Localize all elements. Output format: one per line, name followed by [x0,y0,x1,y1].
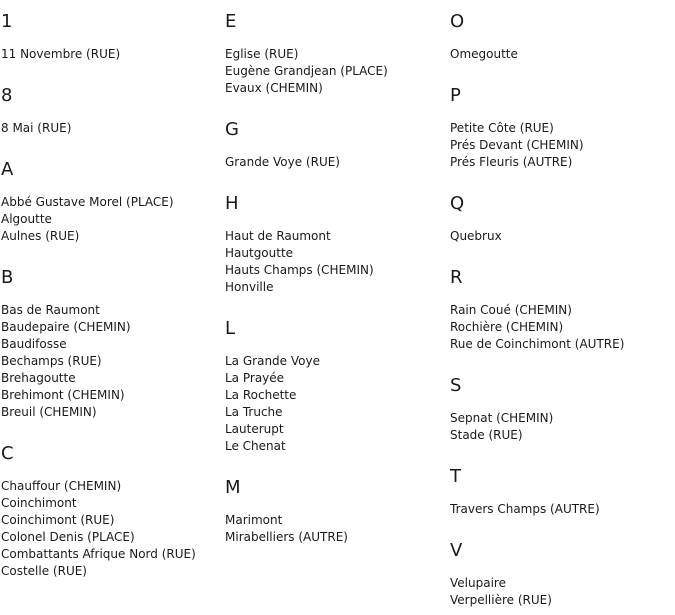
list-item [450,154,584,171]
list-item [450,336,624,353]
letter-heading: A [1,159,14,180]
letter-heading: T [450,466,461,487]
letter-group-r [450,267,675,351]
street-list [450,120,584,171]
letter-heading: B [1,267,14,288]
list-item [1,529,196,546]
list-item [225,245,374,262]
street-link[interactable]: La Prayée [225,371,285,385]
street-link[interactable]: 8 Mai (RUE) [1,121,72,135]
list-item [225,438,320,455]
list-item [225,387,320,404]
list-item [450,410,553,427]
street-list [1,120,71,137]
street-list [1,46,120,63]
letter-group-c [1,443,221,578]
letter-group-v [450,540,675,607]
street-link[interactable]: Grande Voye (RUE) [225,155,340,169]
street-link[interactable]: La Rochette [225,388,297,402]
letter-group-q [450,193,675,243]
letter-heading: M [225,477,241,498]
street-list [450,302,624,353]
letter-group-p [450,85,675,169]
list-item [225,228,374,245]
street-link[interactable]: Combattants Afrique Nord (RUE) [1,547,196,561]
street-link[interactable]: 11 Novembre (RUE) [1,47,121,61]
list-item [1,495,196,512]
street-link[interactable]: Coinchimont [1,496,77,510]
list-item [450,137,584,154]
letter-heading: H [225,193,239,214]
street-link[interactable]: Evaux (CHEMIN) [225,81,323,95]
street-list [450,501,600,518]
street-link[interactable]: Baudepaire (CHEMIN) [1,320,131,334]
street-link[interactable]: Baudifosse [1,337,67,351]
street-link[interactable]: Breuil (CHEMIN) [1,405,97,419]
list-item [1,478,196,495]
letter-group-e [225,11,445,95]
street-list [1,478,196,580]
letter-heading: E [225,11,237,32]
street-link[interactable]: Abbé Gustave Morel (PLACE) [1,195,174,209]
street-link[interactable]: Rain Coué (CHEMIN) [450,303,572,317]
list-item [1,302,131,319]
street-link[interactable]: Coinchimont (RUE) [1,513,115,527]
list-item [1,228,174,245]
street-list [225,228,374,296]
street-link[interactable]: Petite Côte (RUE) [450,121,554,135]
street-link[interactable]: Brehagoutte [1,371,76,385]
street-link[interactable]: Honville [225,280,274,294]
list-item [1,546,196,563]
street-link[interactable]: La Truche [225,405,283,419]
street-link[interactable]: Algoutte [1,212,52,226]
list-item [225,529,348,546]
letter-group-b [1,267,221,419]
list-item [1,211,174,228]
letter-group-h [225,193,445,294]
list-item [1,194,174,211]
street-link[interactable]: Bechamps (RUE) [1,354,102,368]
street-list [450,46,518,63]
list-item [450,427,553,444]
street-list [225,46,388,97]
letter-group-l [225,318,445,453]
list-item [450,575,552,592]
street-link[interactable]: Prés Fleuris (AUTRE) [450,155,573,169]
letter-heading: C [1,443,14,464]
street-link[interactable]: Aulnes (RUE) [1,229,80,243]
street-link[interactable]: Quebrux [450,229,502,243]
letter-group-t [450,466,675,516]
street-list [450,575,552,609]
list-item [1,336,131,353]
list-item [225,353,320,370]
list-item [450,319,624,336]
street-link[interactable]: Brehimont (CHEMIN) [1,388,125,402]
letter-heading: 8 [1,85,13,106]
street-link[interactable]: Le Chenat [225,439,286,453]
letter-heading: L [225,318,236,339]
list-item [225,421,320,438]
list-item [225,80,388,97]
street-link[interactable]: Lauterupt [225,422,284,436]
street-list [225,353,320,455]
street-link[interactable]: Bas de Raumont [1,303,100,317]
list-item [225,46,388,63]
letter-heading: P [450,85,461,106]
street-link[interactable]: Chauffour (CHEMIN) [1,479,122,493]
street-link[interactable]: Verpellière (RUE) [450,593,552,607]
list-item [1,404,131,421]
letter-group-g [225,119,445,169]
street-link[interactable]: Stade (RUE) [450,428,523,442]
letter-heading: 1 [1,11,13,32]
street-link[interactable]: La Grande Voye [225,354,320,368]
street-list [225,154,340,171]
street-link[interactable]: Haut de Raumont [225,229,331,243]
street-link[interactable]: Mirabelliers (AUTRE) [225,530,348,544]
letter-group-a [1,159,221,243]
street-link[interactable]: Travers Champs (AUTRE) [450,502,600,516]
list-item [450,228,502,245]
street-list [450,228,502,245]
street-list [225,512,348,546]
street-list [1,194,174,245]
letter-heading: O [450,11,465,32]
list-item [225,512,348,529]
street-link[interactable]: Sepnat (CHEMIN) [450,411,554,425]
letter-group-o [450,11,675,61]
list-item [225,404,320,421]
letter-group-s [450,375,675,442]
list-item [450,46,518,63]
letter-heading: G [225,119,239,140]
letter-heading: S [450,375,462,396]
letter-group-1 [1,11,221,61]
list-item [450,501,600,518]
list-item [1,120,71,137]
letter-heading: V [450,540,463,561]
letter-heading: R [450,267,463,288]
list-item [225,262,374,279]
list-item [225,279,374,296]
letter-heading: Q [450,193,465,214]
street-link[interactable]: Hauts Champs (CHEMIN) [225,263,374,277]
list-item [1,319,131,336]
street-link[interactable]: Eglise (RUE) [225,47,299,61]
list-item [225,370,320,387]
letter-group-m [225,477,445,544]
list-item [1,563,196,580]
list-item [225,63,388,80]
list-item [1,387,131,404]
street-link[interactable]: Colonel Denis (PLACE) [1,530,135,544]
street-link[interactable]: Prés Devant (CHEMIN) [450,138,584,152]
street-link[interactable]: Velupaire [450,576,506,590]
list-item [1,370,131,387]
list-item [1,512,196,529]
list-item [1,353,131,370]
letter-group-8 [1,85,221,135]
list-item [450,302,624,319]
street-link[interactable]: Marimont [225,513,283,527]
street-list [450,410,553,444]
street-link[interactable]: Omegoutte [450,47,518,61]
street-link[interactable]: Costelle (RUE) [1,564,87,578]
street-link[interactable]: Rue de Coinchimont (AUTRE) [450,337,625,351]
list-item [450,592,552,609]
street-link[interactable]: Eugène Grandjean (PLACE) [225,64,388,78]
street-list [1,302,131,421]
street-link[interactable]: Hautgoutte [225,246,294,260]
street-link[interactable]: Rochière (CHEMIN) [450,320,564,334]
list-item [450,120,584,137]
list-item [225,154,340,171]
list-item [1,46,120,63]
